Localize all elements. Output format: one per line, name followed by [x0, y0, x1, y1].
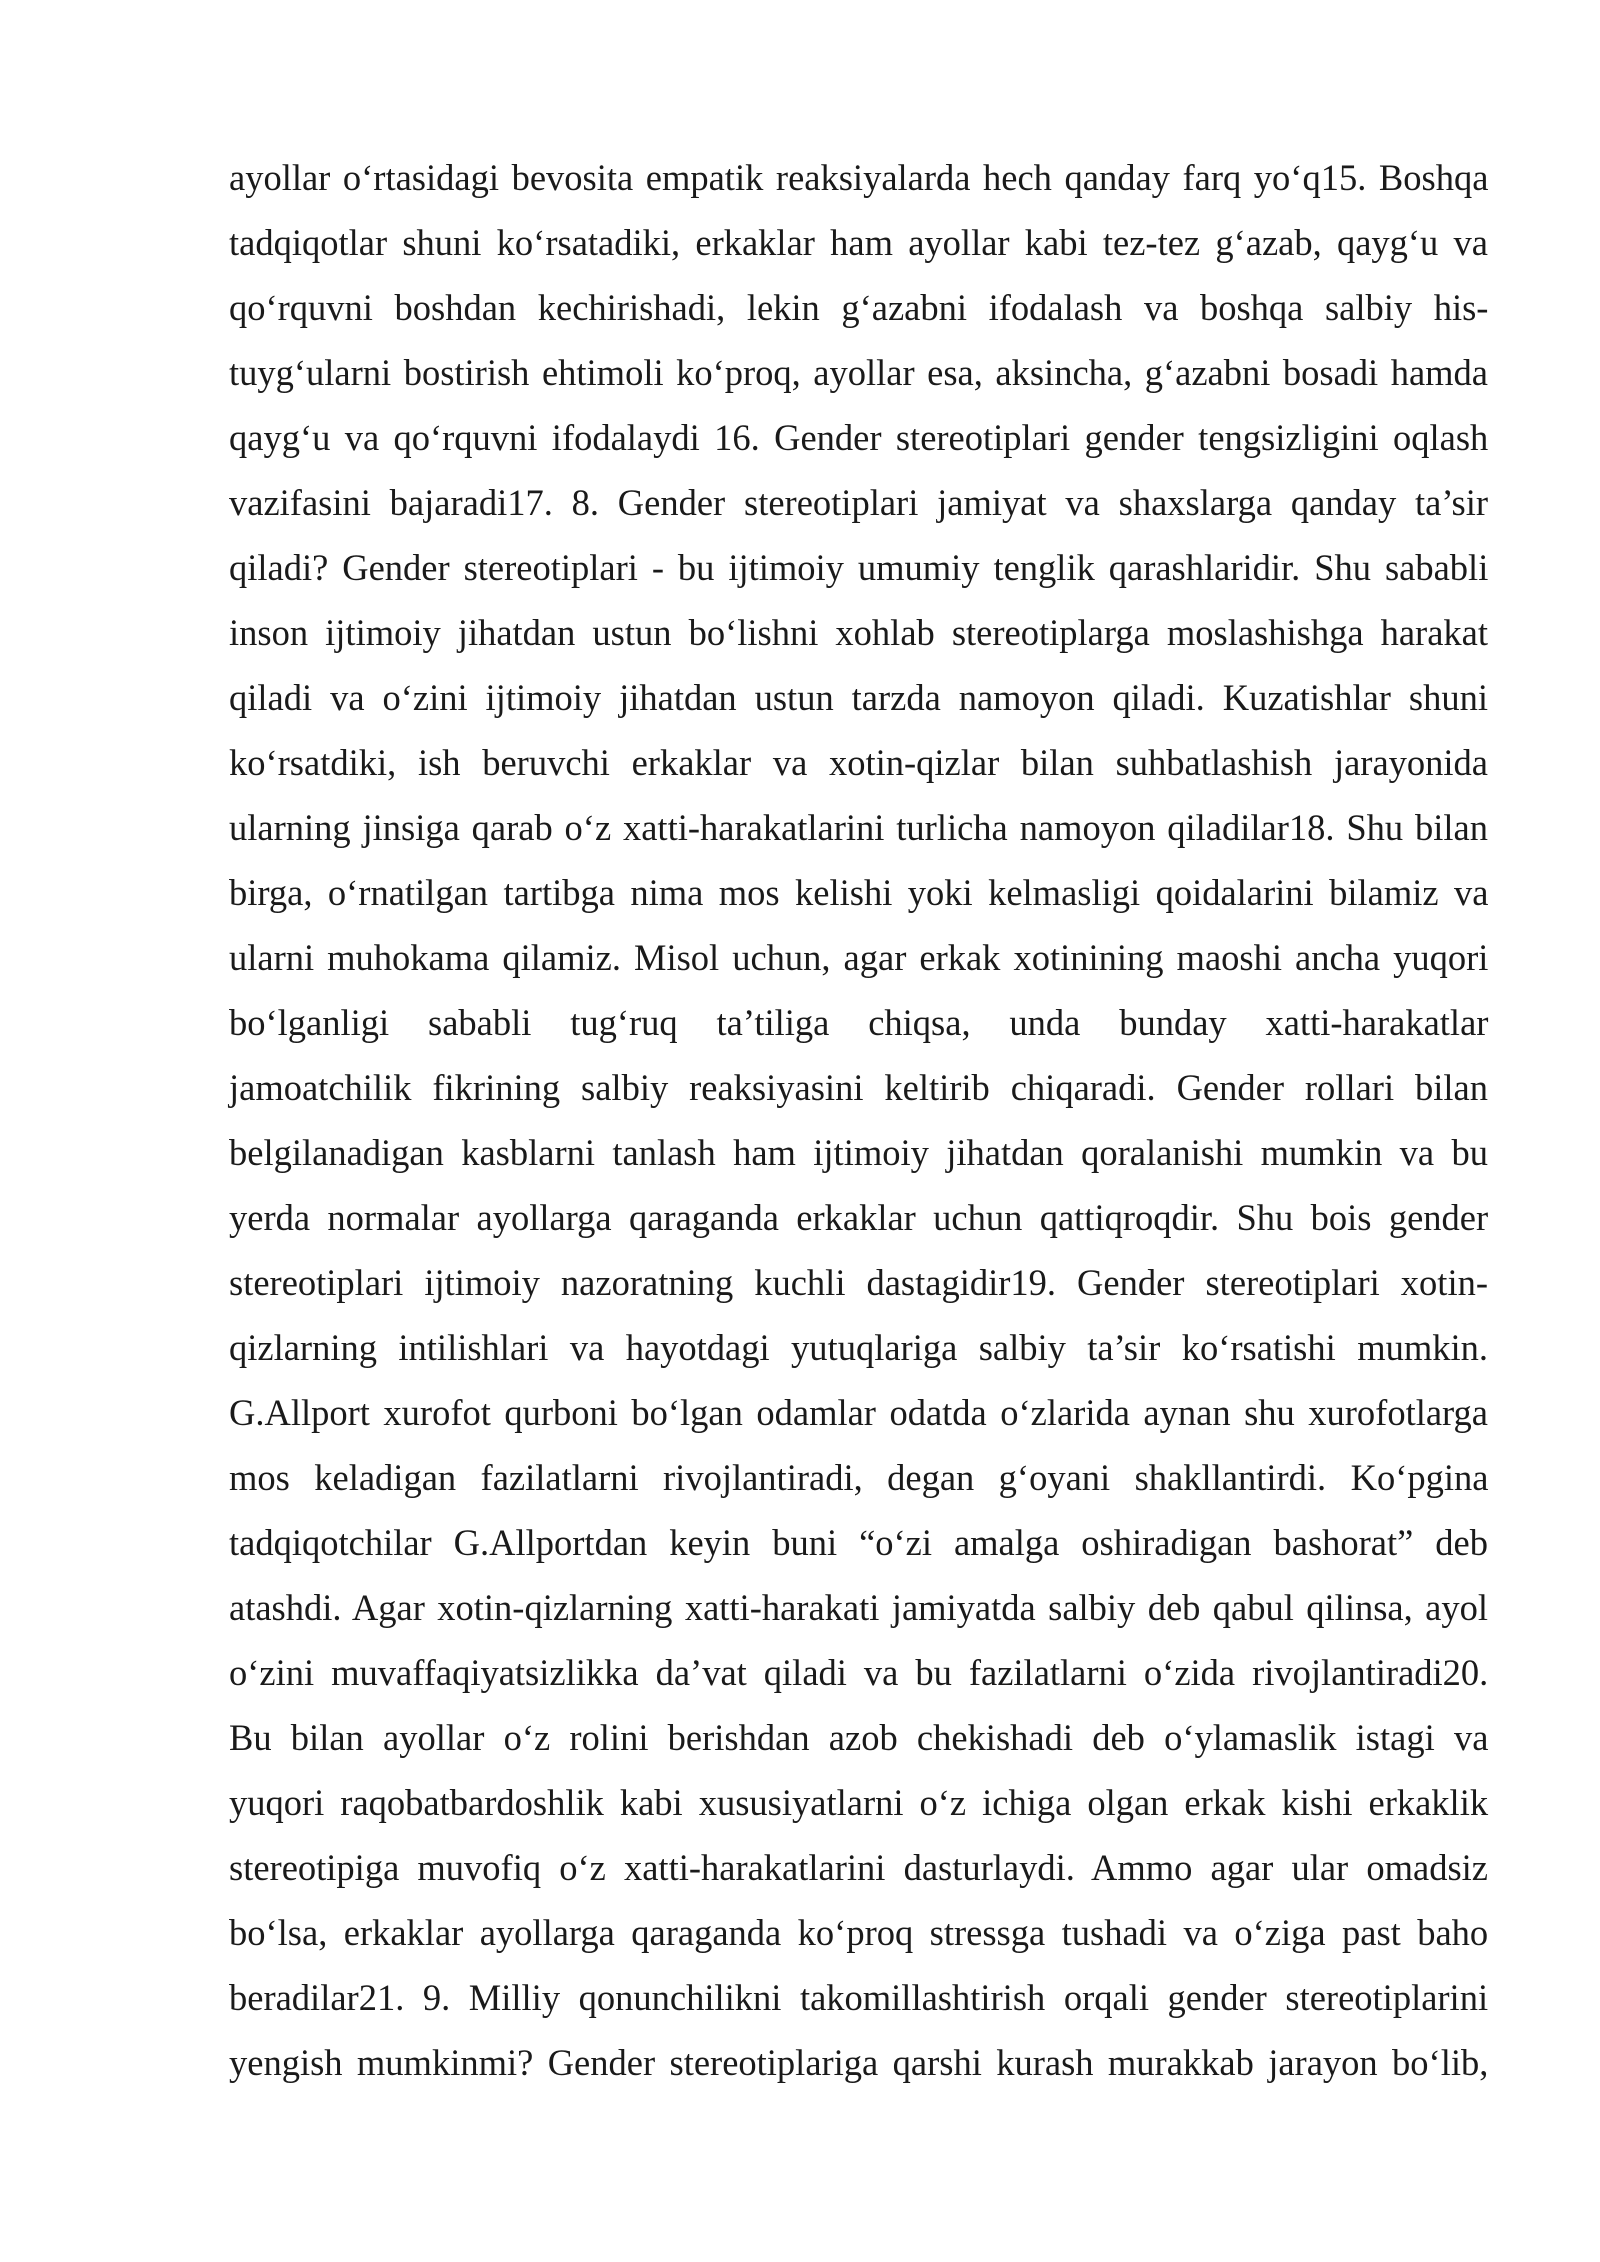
text-line: Bu bilan ayollar o‘z rolini berishdan azob chekishadi deb o‘ylamaslik istagi va [229, 1717, 1489, 1758]
text-line: o‘zini muvaffaqiyatsizlikka da’vat qiladi va bu fazilatlarni o‘zida rivojlantiradi20. [229, 1652, 1489, 1693]
text-line: qizlarning intilishlari va hayotdagi yutuqlariga salbiy ta’sir ko‘rsatishi mumkin. [229, 1327, 1488, 1368]
text-line: ko‘rsatdiki, ish beruvchi erkaklar va xotin-qizlar bilan suhbatlashish jarayonida [229, 742, 1488, 783]
text-line: qiladi va o‘zini ijtimoiy jihatdan ustun tarzda namoyon qiladi. Kuzatishlar shuni [229, 677, 1488, 718]
text-line: vazifasini bajaradi17. 8. Gender stereotiplari jamiyat va shaxslarga qanday ta’sir [229, 482, 1488, 523]
body-paragraph [229, 145, 1488, 2095]
text-line: ayollar o‘rtasidagi bevosita empatik reaksiyalarda hech qanday farq yo‘q15. Boshqa [229, 157, 1489, 198]
text-line: tadqiqotchilar G.Allportdan keyin buni “o‘zi amalga oshiradigan bashorat” deb [229, 1522, 1488, 1563]
text-line: G.Allport xurofot qurboni bo‘lgan odamlar odatda o‘zlarida aynan shu xurofotlarga [229, 1392, 1488, 1433]
text-line: yuqori raqobatbardoshlik kabi xususiyatlarni o‘z ichiga olgan erkak kishi erkaklik [229, 1782, 1489, 1823]
text-line: ularning jinsiga qarab o‘z xatti-harakatlarini turlicha namoyon qiladilar18. Shu bilan [229, 807, 1488, 848]
text-line: stereotipiga muvofiq o‘z xatti-harakatlarini dasturlaydi. Ammo agar ular omadsiz [229, 1847, 1488, 1888]
text-line: belgilanadigan kasblarni tanlash ham ijtimoiy jihatdan qoralanishi mumkin va bu [229, 1132, 1488, 1173]
text-line: mos keladigan fazilatlarni rivojlantiradi, degan g‘oyani shakllantirdi. Ko‘pgina [229, 1457, 1489, 1498]
text-line: bo‘lsa, erkaklar ayollarga qaraganda ko‘proq stressga tushadi va o‘ziga past baho [229, 1912, 1489, 1953]
text-line: tuyg‘ularni bostirish ehtimoli ko‘proq, ayollar esa, aksincha, g‘azabni bosadi hamda [229, 352, 1488, 393]
text-line: beradilar21. 9. Milliy qonunchilikni takomillashtirish orqali gender stereotiplarini [229, 1977, 1489, 2018]
text-line: qayg‘u va qo‘rquvni ifodalaydi 16. Gender stereotiplari gender tengsizligini oqlash [229, 417, 1489, 458]
text-line: yengish mumkinmi? Gender stereotiplariga qarshi kurash murakkab jarayon bo‘lib, [229, 2042, 1489, 2083]
text-line: yerda normalar ayollarga qaraganda erkaklar uchun qattiqroqdir. Shu bois gender [229, 1197, 1489, 1238]
text-line: ularni muhokama qilamiz. Misol uchun, agar erkak xotinining maoshi ancha yuqori [229, 937, 1489, 978]
text-line: inson ijtimoiy jihatdan ustun bo‘lishni xohlab stereotiplarga moslashishga harakat [229, 612, 1488, 653]
text-line: tadqiqotlar shuni ko‘rsatadiki, erkaklar ham ayollar kabi tez-tez g‘azab, qayg‘u va [229, 222, 1488, 263]
text-line: atashdi. Agar xotin-qizlarning xatti-harakati jamiyatda salbiy deb qabul qilinsa, ayol [229, 1587, 1488, 1628]
text-line: stereotiplari ijtimoiy nazoratning kuchli dastagidir19. Gender stereotiplari xotin- [229, 1262, 1488, 1303]
text-line: qo‘rquvni boshdan kechirishadi, lekin g‘azabni ifodalash va boshqa salbiy his- [229, 287, 1489, 328]
text-line: bo‘lganligi sababli tug‘ruq ta’tiliga chiqsa, unda bunday xatti-harakatlar [229, 1002, 1489, 1043]
text-line: birga, o‘rnatilgan tartibga nima mos kelishi yoki kelmasligi qoidalarini bilamiz va [229, 872, 1489, 913]
text-line: qiladi? Gender stereotiplari - bu ijtimoiy umumiy tenglik qarashlaridir. Shu sababli [229, 547, 1489, 588]
text-line: jamoatchilik fikrining salbiy reaksiyasini keltirib chiqaradi. Gender rollari bilan [229, 1067, 1488, 1108]
